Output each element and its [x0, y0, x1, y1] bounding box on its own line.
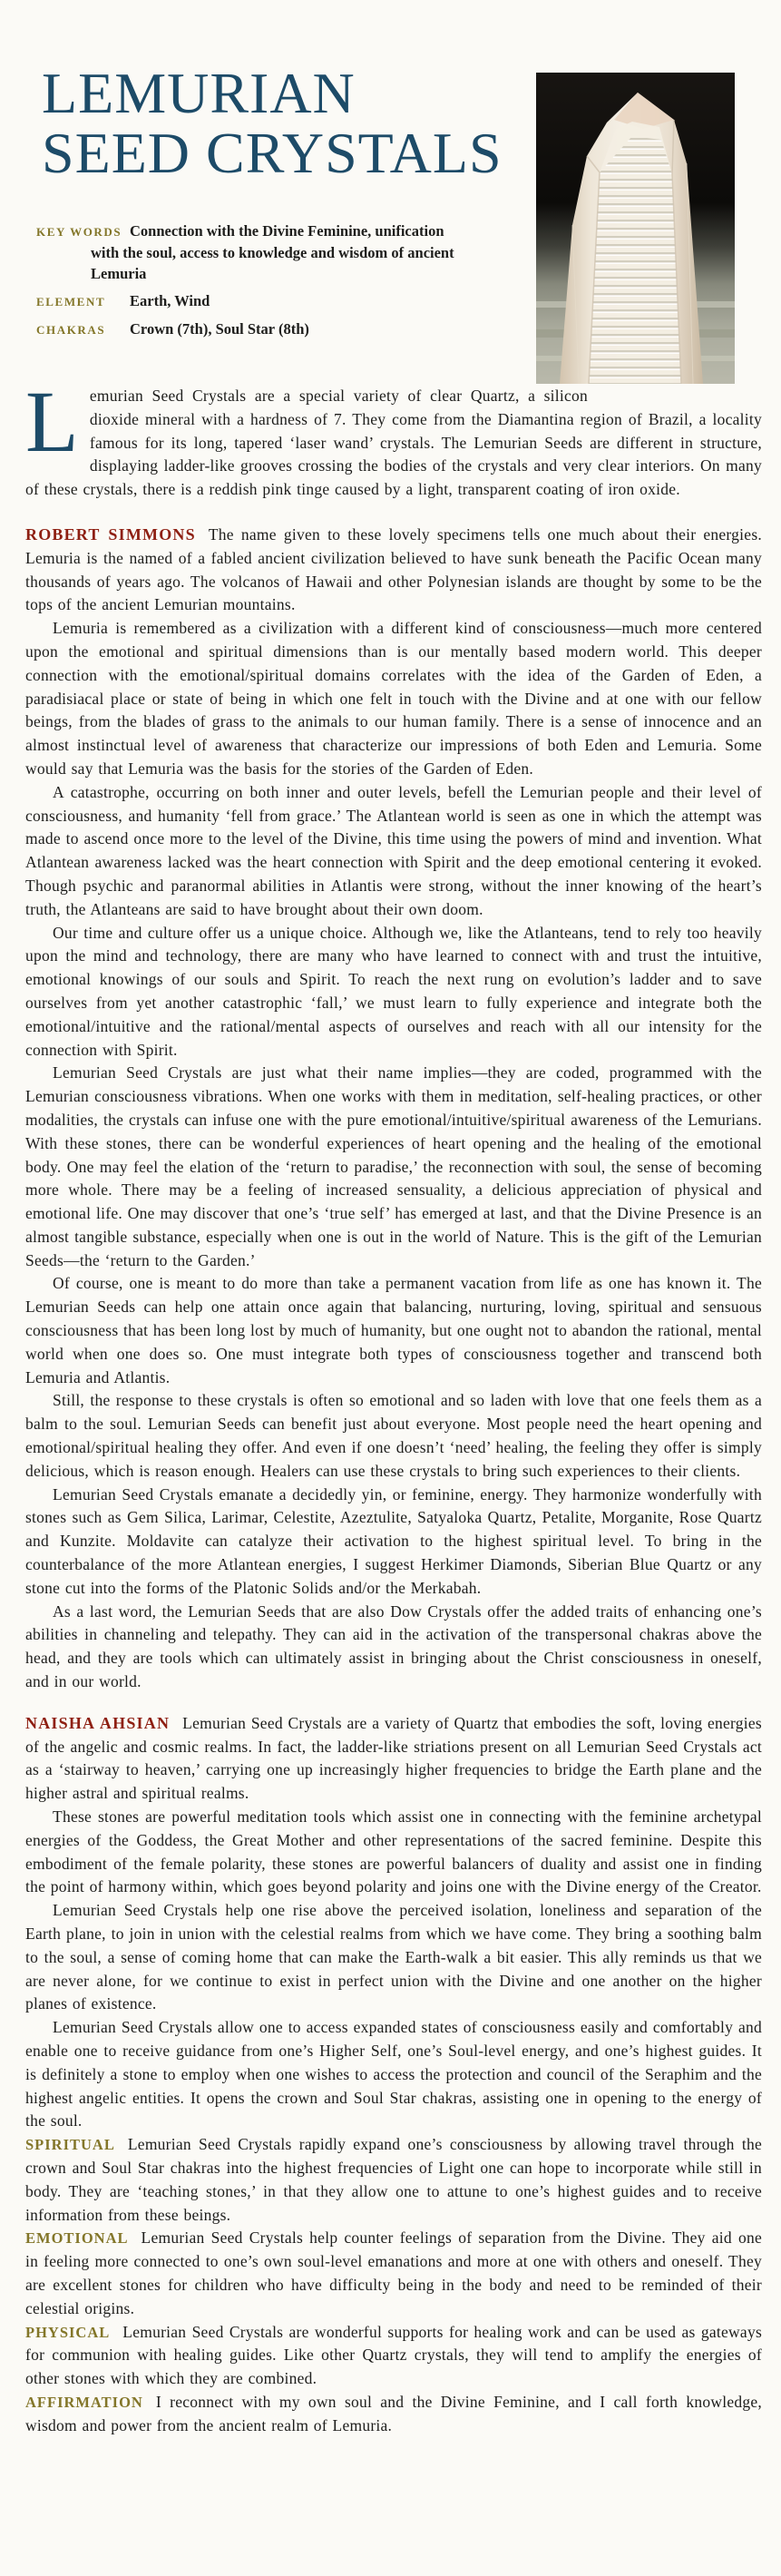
meta-row-key-words: [36, 220, 463, 284]
robert-simmons-paragraph-8: Lemurian Seed Crystals emanate a decidedly yin, or feminine, energy. They harmonize wonderfully with stones such as Gem Silica, Larimar, Celestite, Azeztulite, Satyaloka Quartz, Petalite, Morganite, Rose Quartz and Kunzite. Moldavite can catalyze their activation to the highest spiritual level. To bring in the counterbalance of the more Atlantean energies, I suggest Herkimer Diamonds, Siberian Blue Quartz or any stone cut into the forms of the Platonic Solids and/or the Merkabah.: [25, 1484, 762, 1597]
robert-simmons-paragraph-4: Our time and culture offer us a unique choice. Although we, like the Atlanteans, tend to rely too heavily upon the mind and technology, there are many who have learned to connect with and trust the intuitive, emotional knowings of our souls and Spirit. To reach the next rung on evolution’s ladder and to save ourselves from yet another catastrophic ‘fall,’ we must learn to fully experience and integrate both the emotional/intuitive and the rational/mental aspects of ourselves and reach with all our intensity for the connection with Spirit.: [25, 923, 762, 1059]
naisha-ahsian-paragraph-1: [25, 1712, 762, 1806]
photo-wrap-spacer: [588, 385, 762, 403]
body-text: [25, 373, 763, 2438]
robert-simmons-paragraph-3: A catastrophe, occurring on both inner and outer levels, befell the Lemurian people and their level of consciousness, and humanity ‘fell from grace.’ The Atlantean world is seen as one in which the attempt was made to ascend once more to the level of the Divine, this time using the powers of mind and invention. What Atlantean awareness lacked was the heart connection with Spirit and the deep emotional centering it evoked. Though psychic and paranormal abilities in Atlantis were strong, without the inner knowing of the heart’s truth, the Atlanteans are said to have brought about their own doom.: [25, 782, 762, 918]
element-label: ELEMENT: [36, 295, 106, 309]
naisha-ahsian-paragraph-3: Lemurian Seed Crystals help one rise above the perceived isolation, loneliness and separation of the Earth plane, to join in union with the celestial realms from which we have come. They bring a soothing balm to the soul, a sense of coming home that can make the Earth-walk a bit easier. This ally reminds us that we are never alone, for we continue to exist in perfect union with the Divine and one another on the higher planes of existence.: [25, 1901, 762, 2013]
key-words-value: Connection with the Divine Feminine, unification with the soul, access to knowledge and wisdom of ancient Lemuria: [91, 222, 454, 282]
title-line-1: LEMURIAN: [42, 61, 356, 125]
meta-row-element: [36, 290, 463, 312]
meta-row-chakras: [36, 318, 463, 340]
robert-simmons-paragraph-7: Still, the response to these crystals is often so emotional and so laden with love that one feels them as a balm to the soul. Lemurian Seeds can benefit just about everyone. Most people need the heart opening and emotional/spiritual healing they offer. And even if one doesn’t ‘need’ healing, the feeling they offer is simply delicious, which is reason enough. Healers can use these crystals to bring such experiences to their clients.: [25, 1391, 762, 1480]
affirmation-text: I reconnect with my own soul and the Divine Feminine, and I call forth knowledge, wisdom and power from the ancient realm of Lemuria.: [25, 2392, 762, 2434]
intro-paragraph: [25, 373, 762, 502]
naisha-ahsian-text-1: Lemurian Seed Crystals are a variety of Quartz that embodies the soft, loving energies of the angelic and cosmic realms. In fact, the ladder-like striations present on all Lemurian Seed Crystals act as a ‘stairway to heaven,’ carrying one up increasingly higher frequencies to bridge the Earth plane and the higher astral and spiritual realms.: [25, 1713, 762, 1803]
physical-text: Lemurian Seed Crystals are wonderful supports for healing work and can be used as gateways for communion with healing guides. Like other Quartz crystals, they will tend to amplify the energies of other stones with which they are combined.: [25, 2322, 762, 2388]
emotional-label: EMOTIONAL: [25, 2229, 129, 2248]
chakras-value: Crown (7th), Soul Star (8th): [130, 320, 309, 338]
physical-paragraph: [25, 2321, 762, 2391]
key-words-label: KEY WORDS: [36, 225, 122, 239]
physical-label: PHYSICAL: [25, 2323, 111, 2341]
robert-simmons-paragraph-1: [25, 524, 762, 617]
element-value: Earth, Wind: [130, 292, 210, 309]
crystal-photo-image: [536, 73, 735, 384]
page-title: [42, 61, 503, 185]
meta-block: [36, 220, 463, 347]
crystal-photo: [536, 73, 735, 384]
drop-cap: L: [25, 373, 79, 470]
robert-simmons-text-1: The name given to these lovely specimens tells one much about their energies. Lemuria is the named of a fabled ancient civilization believed to have sunk beneath the Pacific Ocean many thousands of years ago. The volcanos of Hawaii and other Polynesian islands are thought by some to be the tops of the ancient Lemurian mountains.: [25, 524, 763, 614]
robert-simmons-paragraph-2: Lemuria is remembered as a civilization with a different kind of consciousness—much more centered upon the emotional and spiritual dimensions than is our mentally based modern world. This deeper connection with the emotional/spiritual domains correlates with the idea of the Garden of Eden, a paradisiacal place or state of being in which one felt in touch with the Divine and at one with our fellow beings, from the blades of grass to the animals to our human family. There is a sense of innocence and an almost instinctual level of awareness that characterize our impressions of both Eden and Lemuria. Some would say that Lemuria was the basis for the stories of the Garden of Eden.: [25, 619, 762, 778]
robert-simmons-label: ROBERT SIMMONS: [25, 524, 196, 544]
naisha-ahsian-paragraph-4: Lemurian Seed Crystals allow one to access expanded states of consciousness easily and comfortably and enable one to receive guidance from one’s Higher Self, one’s Soul-level energy, and one’s highest guides. It is definitely a stone to employ when one wishes to access the protection and council of the Seraphim and the highest angelic entities. It opens the crown and Soul Star chakras, assisting one in opening to the energy of the soul.: [25, 2018, 762, 2130]
naisha-ahsian-label: NAISHA AHSIAN: [25, 1713, 171, 1732]
emotional-paragraph: [25, 2227, 762, 2320]
chakras-label: CHAKRAS: [36, 323, 106, 337]
emotional-text: Lemurian Seed Crystals help counter feelings of separation from the Divine. They aid one in feeling more connected to one’s own soul-level emanations and more at one with others and oneself. They are excellent stones for children who have difficulty being in the body and need to be reminded of their celestial origins.: [25, 2228, 762, 2317]
affirmation-paragraph: [25, 2391, 762, 2438]
spiritual-text: Lemurian Seed Crystals rapidly expand one’s consciousness by allowing travel through the crown and Soul Star chakras into the highest frequencies of Light one can hope to incorporate while still in body. They are ‘teaching stones,’ in that they allow one to attune to one’s highest guides and to receive information from these beings.: [25, 2135, 762, 2224]
affirmation-label: AFFIRMATION: [25, 2393, 143, 2411]
naisha-ahsian-paragraph-2: These stones are powerful meditation tools which assist one in connecting with the feminine archetypal energies of the Goddess, the Great Mother and other representations of the sacred feminine. Despite this embodiment of the female polarity, these stones are powerful balancers of duality and assist one in finding the point of harmony within, which goes beyond polarity and joins one with the Divine energy of the Creator.: [25, 1807, 762, 1896]
robert-simmons-paragraph-5: Lemurian Seed Crystals are just what their name implies—they are coded, programmed with the Lemurian consciousness vibrations. When one works with them in meditation, self-healing practices, or other modalities, the crystals can infuse one with the pure emotional/intuitive/spiritual awareness of the Lemurians. With these stones, there can be wonderful experiences of heart opening and the healing of the emotional body. One may feel the elation of the ‘return to paradise,’ the reconnection with soul, the sense of becoming more whole. There may be a feeling of increased sensuality, a delicious appreciation of physical and emotional life. One may discover that one’s ‘true self’ has emerged at last, and that the Divine Presence is an almost tangible substance, especially when one is out in the world of Nature. This is the gift of the Lemurian Seeds—the ‘return to the Garden.’: [25, 1063, 762, 1269]
robert-simmons-paragraph-6: Of course, one is meant to do more than take a permanent vacation from life as one has known it. The Lemurian Seeds can help one attain once again that balancing, nurturing, loving, spiritual and sensuous consciousness that has been long lost by much of humanity, but one ought not to abandon the rational, mental world when one does so. One must integrate both types of consciousness together and transcend both Lemuria and Atlantis.: [25, 1274, 762, 1386]
spiritual-paragraph: [25, 2133, 762, 2227]
robert-simmons-paragraph-9: As a last word, the Lemurian Seeds that are also Dow Crystals offer the added traits of enhancing one’s abilities in channeling and telepathy. They can aid in the activation of the transpersonal chakras above the head, and they are tools which can ultimately assist in bringing about the Christ consciousness in oneself, and in our world.: [25, 1601, 762, 1691]
spiritual-label: SPIRITUAL: [25, 2136, 115, 2154]
title-line-2: SEED CRYSTALS: [42, 121, 503, 185]
intro-text: emurian Seed Crystals are a special variety of clear Quartz, a silicon dioxide mineral with a hardness of 7. They come from the Diamantina region of Brazil, a locality famous for its long, tapered ‘laser wand’ crystals. The Lemurian Seeds are different in structure, displaying ladder-like grooves crossing the bodies of the crystals and very clear interiors. On many of these crystals, there is a reddish pink tinge caused by a light, transparent coating of iron oxide.: [25, 387, 762, 499]
